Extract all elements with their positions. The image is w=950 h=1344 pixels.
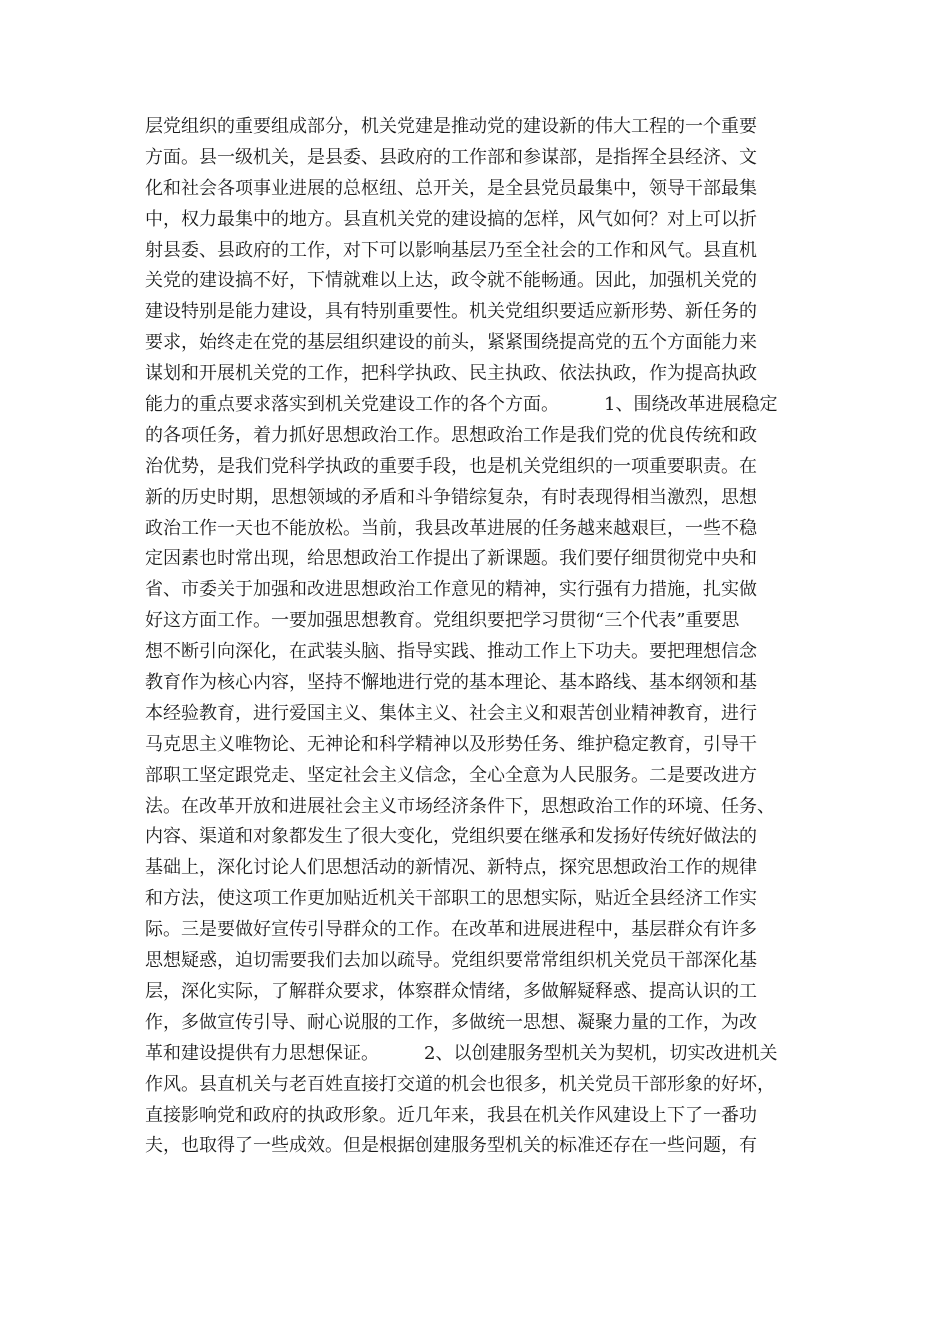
text-line: 治优势，是我们党科学执政的重要手段，也是机关党组织的一项重要职责。在 bbox=[145, 455, 757, 477]
text-line: 谋划和开展机关党的工作，把科学执政、民主执政、依法执政，作为提高执政 bbox=[145, 363, 757, 385]
text-line: 层党组织的重要组成部分，机关党建是推动党的建设新的伟大工程的一个重要 bbox=[145, 116, 757, 137]
text-line: 要求，始终走在党的基层组织建设的前头，紧紧围绕提高党的五个方面能力来 bbox=[145, 332, 757, 354]
text-line: 想不断引向深化，在武装头脑、指导实践、推动工作上下功夫。要把理想信念 bbox=[145, 641, 757, 663]
text-line: 马克思主义唯物论、无神论和科学精神以及形势任务、维护稳定教育，引导干 bbox=[145, 733, 757, 755]
text-line: 方面。县一级机关，是县委、县政府的工作部和参谋部，是指挥全县经济、文 bbox=[145, 146, 757, 168]
text-line: 层，深化实际，了解群众要求，体察群众情绪，多做解疑释惑、提高认识的工 bbox=[145, 980, 757, 1002]
text-line: 能力的重点要求落实到机关党建设工作的各个方面。 1、围绕改革进展稳定 bbox=[145, 394, 778, 416]
text-line: 射县委、县政府的工作，对下可以影响基层乃至全社会的工作和风气。县直机 bbox=[145, 239, 757, 261]
text-line: 基础上，深化讨论人们思想活动的新情况、新特点，探究思想政治工作的规律 bbox=[145, 857, 757, 879]
text-line: 本经验教育，进行爱国主义、集体主义、社会主义和艰苦创业精神教育，进行 bbox=[145, 702, 757, 724]
text-line: 的各项任务，着力抓好思想政治工作。思想政治工作是我们党的优良传统和政 bbox=[145, 424, 757, 446]
text-line: 革和建设提供有力思想保证。 2、以创建服务型机关为契机，切实改进机关 bbox=[145, 1042, 778, 1064]
text-line: 法。在改革开放和进展社会主义市场经济条件下，思想政治工作的环境、任务、 bbox=[145, 795, 775, 817]
text-line: 政治工作一天也不能放松。当前，我县改革进展的任务越来越艰巨，一些不稳 bbox=[145, 517, 757, 539]
text-line: 思想疑惑，迫切需要我们去加以疏导。党组织要常常组织机关党员干部深化基 bbox=[145, 950, 757, 972]
text-line: 关党的建设搞不好，下情就难以上达，政令就不能畅通。因此，加强机关党的 bbox=[145, 270, 757, 292]
text-line: 部职工坚定跟党走、坚定社会主义信念，全心全意为人民服务。二是要改进方 bbox=[145, 764, 757, 786]
text-line: 作风。县直机关与老百姓直接打交道的机会也很多，机关党员干部形象的好坏， bbox=[145, 1073, 775, 1095]
text-line: 教育作为核心内容，坚持不懈地进行党的基本理论、基本路线、基本纲领和基 bbox=[145, 672, 757, 694]
text-line: 直接影响党和政府的执政形象。近几年来，我县在机关作风建设上下了一番功 bbox=[145, 1104, 757, 1126]
text-line: 建设特别是能力建设，具有特别重要性。机关党组织要适应新形势、新任务的 bbox=[145, 301, 757, 323]
text-line: 和方法，使这项工作更加贴近机关干部职工的思想实际，贴近全县经济工作实 bbox=[145, 888, 757, 910]
text-line: 夫，也取得了一些成效。但是根据创建服务型机关的标准还存在一些问题，有 bbox=[145, 1135, 757, 1157]
text-line: 作，多做宣传引导、耐心说服的工作，多做统一思想、凝聚力量的工作，为改 bbox=[145, 1011, 757, 1033]
text-line: 中，权力最集中的地方。县直机关党的建设搞的怎样，风气如何？对上可以折 bbox=[145, 208, 757, 230]
text-line: 定因素也时常出现，给思想政治工作提出了新课题。我们要仔细贯彻党中央和 bbox=[145, 548, 757, 570]
text-line: 内容、渠道和对象都发生了很大变化，党组织要在继承和发扬好传统好做法的 bbox=[145, 826, 757, 848]
body-text bbox=[145, 112, 815, 1162]
text-line: 省、市委关于加强和改进思想政治工作意见的精神，实行强有力措施，扎实做 bbox=[145, 579, 757, 601]
text-line: 新的历史时期，思想领域的矛盾和斗争错综复杂，有时表现得相当激烈，思想 bbox=[145, 486, 757, 508]
text-line: 化和社会各项事业进展的总枢纽、总开关，是全县党员最集中，领导干部最集 bbox=[145, 177, 757, 199]
text-line: 际。三是要做好宣传引导群众的工作。在改革和进展进程中，基层群众有许多 bbox=[145, 919, 757, 941]
text-line: 好这方面工作。一要加强思想教育。党组织要把学习贯彻“三个代表”重要思 bbox=[145, 610, 740, 632]
